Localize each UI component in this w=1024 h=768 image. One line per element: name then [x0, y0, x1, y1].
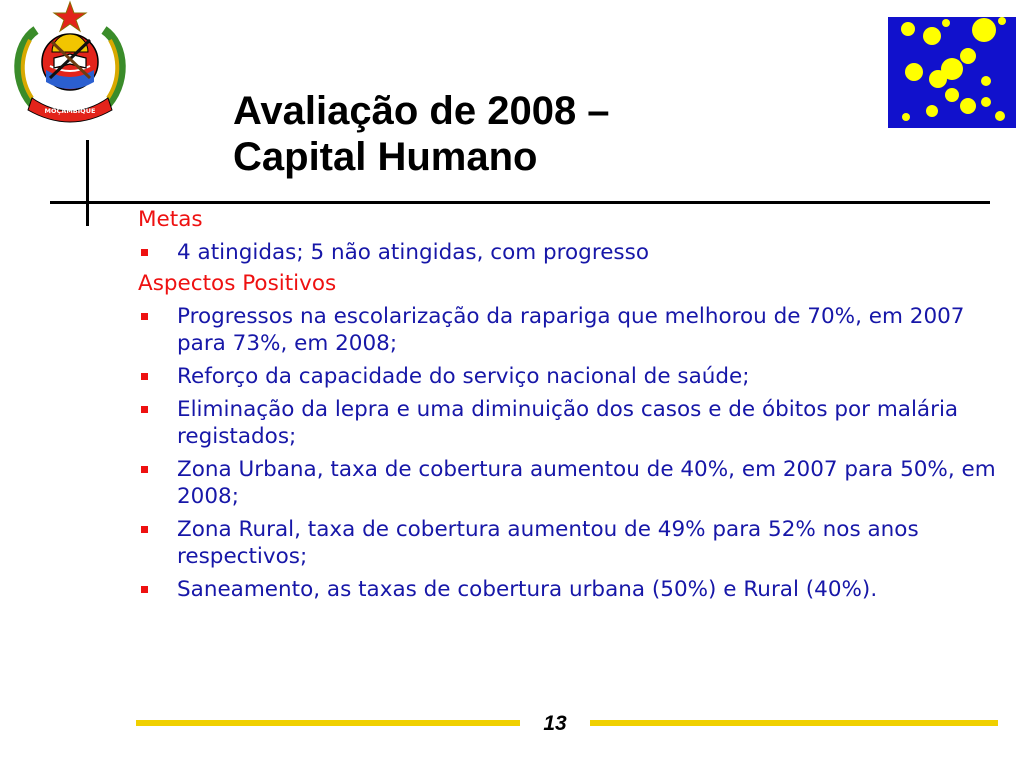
square-bullet-icon	[141, 586, 148, 593]
slide-title-line-1: Avaliação de 2008 –	[233, 89, 610, 133]
square-bullet-icon	[141, 373, 148, 380]
slide-title	[233, 88, 610, 180]
footer-bar-right	[590, 720, 998, 726]
square-bullet-icon	[141, 406, 148, 413]
square-bullet-icon	[141, 526, 148, 533]
bullet-text: Saneamento, as taxas de cobertura urbana (50%) e Rural (40%).	[177, 577, 878, 602]
bullet-item	[138, 396, 1018, 450]
bullet-item	[138, 303, 1018, 357]
title-underline-rule	[50, 201, 990, 204]
section-heading-metas: Metas	[138, 207, 203, 232]
vertical-rule	[86, 140, 89, 226]
bullet-item	[138, 576, 1018, 603]
page-number: 13	[543, 712, 567, 735]
mozambique-coat-of-arms-icon	[6, 0, 134, 130]
bullet-text: Zona Rural, taxa de cobertura aumentou de 49% para 52% nos anos respectivos;	[177, 517, 919, 569]
bullet-text: Reforço da capacidade do serviço nacional de saúde;	[177, 364, 750, 389]
bullet-text: Zona Urbana, taxa de cobertura aumentou de 40%, em 2007 para 50%, em 2008;	[177, 457, 996, 509]
bullet-text: Progressos na escolarização da rapariga que melhorou de 70%, em 2007 para 73%, em 2008;	[177, 304, 965, 356]
square-bullet-icon	[141, 249, 148, 256]
square-bullet-icon	[141, 313, 148, 320]
yellow-dots-logo-icon	[888, 17, 1016, 128]
section-heading-aspectos-positivos: Aspectos Positivos	[138, 271, 337, 296]
slide-title-line-2: Capital Humano	[233, 135, 538, 179]
svg-text:REPÚBLICA DE: REPÚBLICA DE	[45, 99, 95, 106]
bullet-text: Eliminação da lepra e uma diminuição dos casos e de óbitos por malária registados;	[177, 397, 959, 449]
bullet-item	[138, 456, 1018, 510]
slide-body	[138, 206, 1018, 603]
svg-text:MOÇAMBIQUE: MOÇAMBIQUE	[44, 107, 96, 115]
bullet-item	[138, 516, 1018, 570]
bullet-text: 4 atingidas; 5 não atingidas, com progresso	[177, 240, 649, 265]
bullet-item	[138, 239, 1018, 266]
bullet-item	[138, 363, 1018, 390]
square-bullet-icon	[141, 466, 148, 473]
footer-bar-left	[136, 720, 520, 726]
